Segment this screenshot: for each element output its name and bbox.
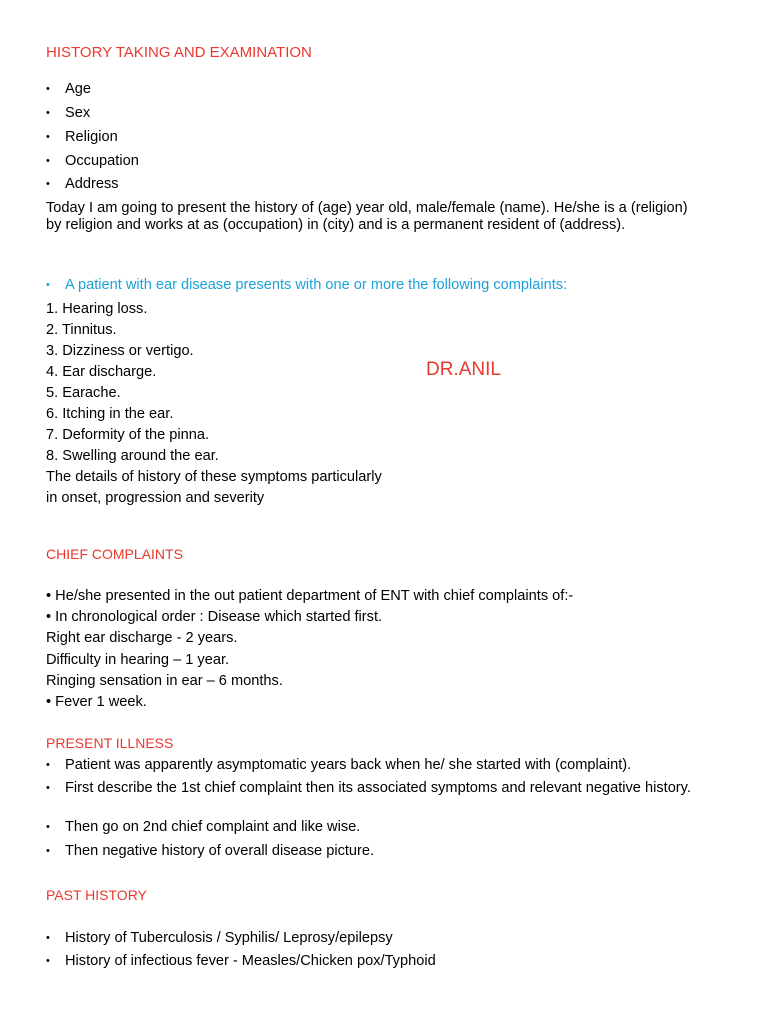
complaint-item: 1. Hearing loss. — [46, 301, 148, 317]
bullet-text: Then go on 2nd chief complaint and like wise. — [65, 819, 361, 835]
complaint-item: 7. Deformity of the pinna. — [46, 427, 210, 443]
bullet-icon: • — [46, 83, 50, 95]
chief-complaint-line: Ringing sensation in ear – 6 months. — [46, 673, 283, 689]
bullet-icon: • — [46, 131, 50, 143]
intro-paragraph: Today I am going to present the history of (age) year old, male/female (name). He/she is a (religion) by religion and works at as (occupation) in (city) and is a permanent resident of (address). — [46, 200, 688, 233]
chief-complaint-line: • In chronological order : Disease which started first. — [46, 609, 383, 625]
details-line: in onset, progression and severity — [46, 490, 265, 506]
complaint-item: 8. Swelling around the ear. — [46, 448, 219, 464]
bullet-text: Sex — [65, 105, 91, 121]
complaint-item: 5. Earache. — [46, 385, 121, 401]
bullet-icon: • — [46, 178, 50, 190]
chief-complaint-line: • Fever 1 week. — [46, 694, 147, 710]
bullet-text: Age — [65, 81, 91, 97]
bullet-text: Patient was apparently asymptomatic years back when he/ she started with (complaint). — [65, 757, 632, 773]
bullet-icon: • — [46, 279, 50, 291]
bullet-text: Address — [65, 176, 119, 192]
complaint-item: 2. Tinnitus. — [46, 322, 117, 338]
complaint-item: 4. Ear discharge. — [46, 364, 157, 380]
complaint-item: 3. Dizziness or vertigo. — [46, 343, 194, 359]
section-title-past-history: PAST HISTORY — [46, 887, 147, 903]
details-line: The details of history of these symptoms particularly — [46, 469, 382, 485]
chief-complaint-line: Right ear discharge - 2 years. — [46, 630, 238, 646]
bullet-icon: • — [46, 155, 50, 167]
bullet-text: History of Tuberculosis / Syphilis/ Leprosy/epilepsy — [65, 930, 393, 946]
watermark-author: DR.ANIL — [426, 359, 501, 380]
bullet-icon: • — [46, 759, 50, 771]
complaint-item: 6. Itching in the ear. — [46, 406, 174, 422]
bullet-text: Religion — [65, 129, 118, 145]
bullet-text: A patient with ear disease presents with one or more the following complaints: — [65, 277, 568, 293]
section-title-chief-complaints: CHIEF COMPLAINTS — [46, 546, 183, 562]
chief-complaint-line: Difficulty in hearing – 1 year. — [46, 652, 230, 668]
bullet-text: Occupation — [65, 153, 139, 169]
bullet-text: History of infectious fever - Measles/Chicken pox/Typhoid — [65, 953, 436, 969]
bullet-text: Then negative history of overall disease picture. — [65, 843, 375, 859]
bullet-icon: • — [46, 845, 50, 857]
bullet-icon: • — [46, 107, 50, 119]
bullet-text: First describe the 1st chief complaint then its associated symptoms and relevant negative history. — [65, 780, 691, 796]
bullet-icon: • — [46, 821, 50, 833]
section-title-history-taking: HISTORY TAKING AND EXAMINATION — [46, 44, 312, 61]
bullet-icon: • — [46, 955, 50, 967]
bullet-icon: • — [46, 932, 50, 944]
section-title-present-illness: PRESENT ILLNESS — [46, 735, 174, 751]
chief-complaint-line: • He/she presented in the out patient department of ENT with chief complaints of:- — [46, 588, 574, 604]
bullet-icon: • — [46, 782, 50, 794]
